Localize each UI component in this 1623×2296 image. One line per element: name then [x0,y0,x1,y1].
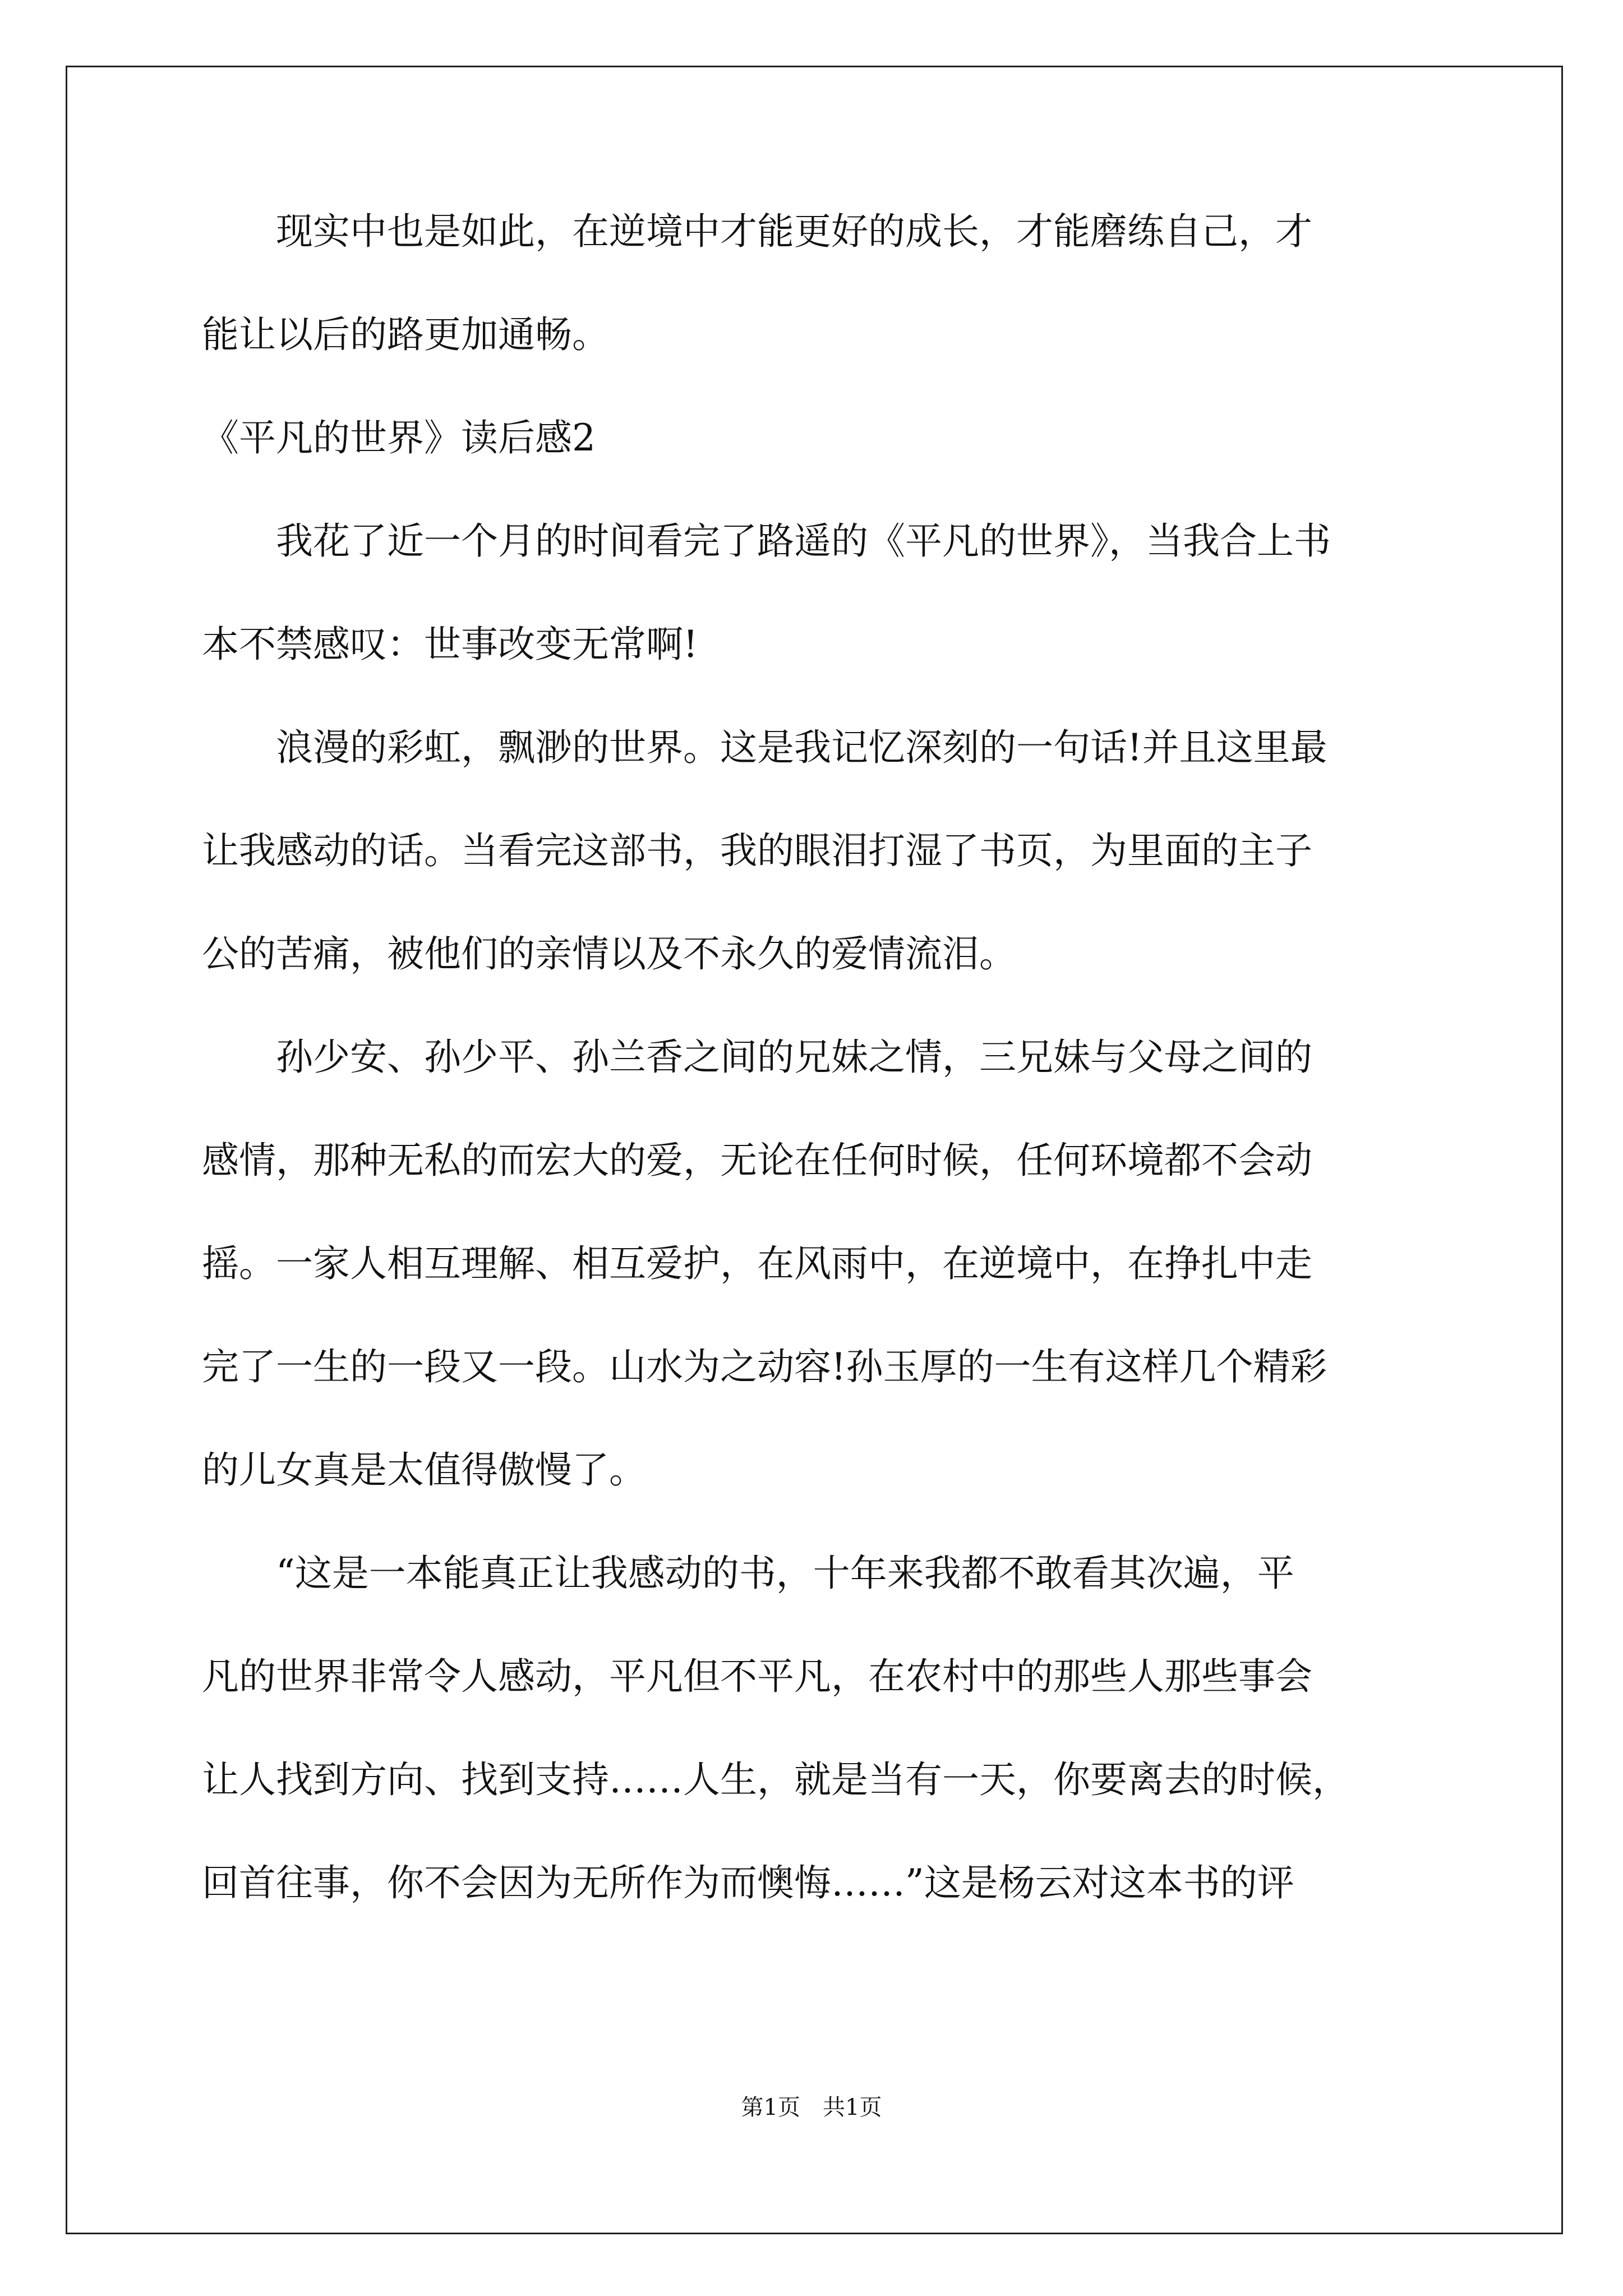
text-line: 公的苦痛，被他们的亲情以及不永久的爱情流泪。 [202,932,1016,976]
text-line: 我花了近一个月的时间看完了路遥的《平凡的世界》，当我合上书 [202,519,1331,563]
text-line: 让人找到方向、找到支持……人生，就是当有一天，你要离去的时候， [202,1758,1349,1801]
text-line: 完了一生的一段又一段。山水为之动容!孙玉厚的一生有这样几个精彩 [202,1345,1327,1388]
text-line: 的儿女真是太值得傲慢了。 [202,1448,646,1492]
text-line: 浪漫的彩虹，飘渺的世界。这是我记忆深刻的一句话!并且这里最 [202,726,1327,769]
document-body [202,210,1436,1904]
page-footer: 第1页 共1页 [741,2095,882,2120]
text-line: 感情，那种无私的而宏大的爱，无论在任何时候，任何环境都不会动 [202,1139,1312,1182]
text-line: 孙少安、孙少平、孙兰香之间的兄妹之情，三兄妹与父母之间的 [202,1036,1312,1079]
text-line: 摇。一家人相互理解、相互爱护，在风雨中，在逆境中，在挣扎中走 [202,1242,1312,1285]
text-line: 回首往事，你不会因为无所作为而懊悔……”这是杨云对这本书的评 [202,1861,1294,1904]
text-line: 让我感动的话。当看完这部书，我的眼泪打湿了书页，为里面的主子 [202,829,1312,872]
text-line: 能让以后的路更加通畅。 [202,313,609,356]
text-line: 现实中也是如此，在逆境中才能更好的成长，才能磨练自己，才 [202,210,1312,253]
text-line: 本不禁感叹：世事改变无常啊! [202,623,698,666]
section-heading: 《平凡的世界》读后感2 [202,416,596,459]
text-line: “这是一本能真正让我感动的书，十年来我都不敢看其次遍，平 [202,1552,1294,1595]
text-line: 凡的世界非常令人感动，平凡但不平凡，在农村中的那些人那些事会 [202,1655,1312,1698]
